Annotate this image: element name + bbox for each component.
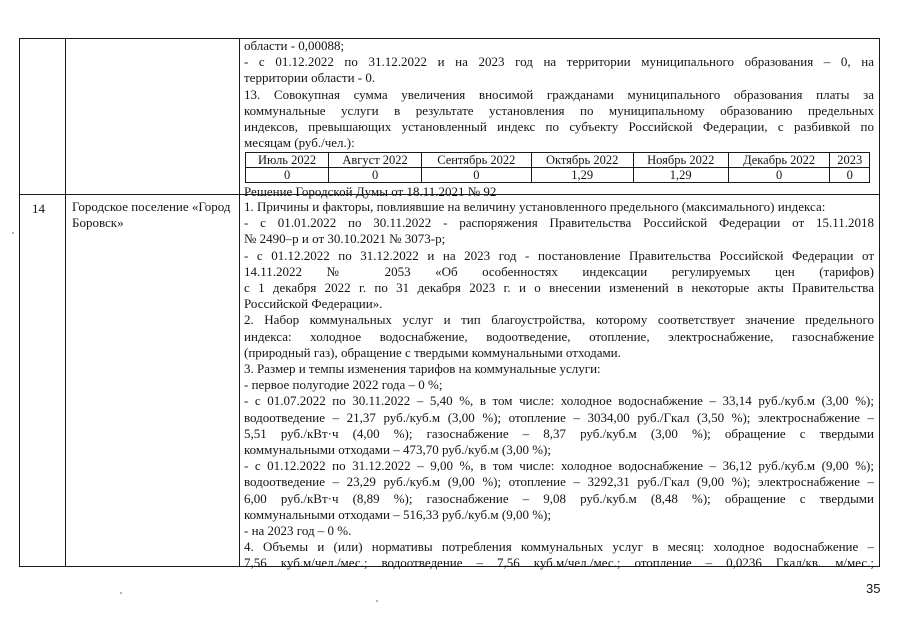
value-cell: 0 [329, 168, 422, 183]
text-line: 4. Объемы и (или) нормативы потребления коммунальных услуг в месяц: холодное водоснабжение – [244, 539, 874, 555]
text-line: с 1 декабря 2022 г. по 31 декабря 2023 г. и о внесении изменений в некоторые акты Правительства [244, 280, 874, 296]
monthly-payment-table [245, 152, 870, 183]
value-cell: 0 [422, 168, 532, 183]
text-line: (природный газ), обращение с твердыми коммунальными отходами. [244, 344, 621, 360]
page-number: 35 [866, 581, 881, 596]
text-line: водоотведение – 21,37 руб./куб.м (3,00 %); отопление – 3034,00 руб./Гкал (3,50 %); электроснабжение – [244, 409, 874, 425]
text-line: коммунальными отходами – 473,70 руб./куб.м (3,00 %); [244, 442, 551, 458]
text-line: 7,56 куб.м/чел./мес.; водоотведение – 7,56 куб.м/чел./мес.; отопление – 0,0236 Гкал/кв. м/мес.; [244, 555, 874, 571]
table-column-divider-1 [65, 38, 66, 567]
text-line: коммунальные услуги в результате установления по муниципальному образованию предельных [244, 102, 874, 118]
text-line: № 2490–р и от 30.10.2021 № 3073-р; [244, 231, 446, 247]
municipality-name: Городское поселение «Город Боровск» [72, 199, 231, 230]
text-line: 2. Набор коммунальных услуг и тип благоустройства, которому соответствует значение предельного [244, 312, 874, 328]
text-line: Российской Федерации». [244, 296, 383, 312]
header-cell: 2023 [830, 153, 870, 168]
text-line: месяцам (руб./чел.): [244, 135, 355, 151]
header-cell: Октябрь 2022 [531, 153, 633, 168]
text-line: 14.11.2022 № 2053 «Об особенностях индексации регулируемых цен (тарифов) [244, 263, 874, 279]
table-header-row [246, 153, 870, 168]
row-number: 14 [32, 201, 45, 216]
text-line: коммунальными отходами – 516,33 руб./куб.м (9,00 %); [244, 506, 551, 522]
table-border-right [879, 38, 880, 567]
text-line: - с 01.07.2022 по 30.11.2022 – 5,40 %, в том числе: холодное водоснабжение – 33,14 руб./куб.м (3,00 %); [244, 393, 874, 409]
row-13-content [244, 38, 874, 201]
header-cell: Август 2022 [329, 153, 422, 168]
header-cell: Сентябрь 2022 [422, 153, 532, 168]
decision-reference: Решение Городской Думы от 18.11.2021 № 92 [244, 184, 497, 200]
text-line: - с 01.01.2022 по 30.11.2022 - распоряжения Правительства Российской Федерации от 15.11.2018 [244, 215, 874, 231]
text-line: - с 01.12.2022 по 31.12.2022 и на 2023 год - постановление Правительства Российской Федерации от [244, 247, 874, 263]
scan-speck [12, 232, 14, 234]
text-line: водоотведение – 23,29 руб./куб.м (9,00 %); отопление – 3292,31 руб./Гкал (9,00 %); электроснабжение – [244, 474, 874, 490]
text-line: - на 2023 год – 0 %. [244, 523, 352, 539]
text-line: 6,00 руб./кВт·ч (8,89 %); газоснабжение – 9,08 руб./куб.м (8,48 %); обращение с твердыми [244, 490, 874, 506]
text-line: 3. Размер и темпы изменения тарифов на коммунальные услуги: [244, 361, 601, 377]
header-cell: Ноябрь 2022 [633, 153, 728, 168]
header-cell: Декабрь 2022 [728, 153, 830, 168]
text-line: области - 0,00088; [244, 38, 345, 53]
value-cell: 0 [728, 168, 830, 183]
text-line: индекса: холодное водоснабжение, водоотведение, отопление, электроснабжение, газоснабжение [244, 328, 874, 344]
value-cell: 1,29 [633, 168, 728, 183]
text-line: индексов, превышающих установленный индекс по субъекту Российской Федерации, с разбивкой по [244, 119, 874, 135]
text-line: - первое полугодие 2022 года – 0 %; [244, 377, 443, 393]
text-line: 13. Совокупная сумма увеличения вносимой гражданами муниципального образования платы за [244, 86, 874, 102]
text-line: территории области - 0. [244, 70, 376, 86]
text-line: - с 01.12.2022 по 31.12.2022 – 9,00 %, в том числе: холодное водоснабжение – 36,12 руб./куб.м (9,00 %); [244, 458, 874, 474]
table-border-left [19, 38, 20, 567]
scan-speck [376, 600, 378, 602]
value-cell: 0 [830, 168, 870, 183]
text-line: - с 01.12.2022 по 31.12.2022 и на 2023 год на территории муниципального образования – 0, на [244, 54, 874, 70]
table-row [246, 168, 870, 183]
value-cell: 0 [246, 168, 329, 183]
scan-speck [120, 592, 122, 594]
text-line: 5,51 руб./кВт·ч (4,00 %); газоснабжение – 8,37 руб./куб.м (3,00 %); обращение с твердыми [244, 425, 874, 441]
row-14-content [244, 199, 874, 572]
value-cell: 1,29 [531, 168, 633, 183]
header-cell: Июль 2022 [246, 153, 329, 168]
text-line: 1. Причины и факторы, повлиявшие на величину установленного предельного (максимального) индекса: [244, 199, 826, 214]
table-column-divider-2 [239, 38, 240, 567]
